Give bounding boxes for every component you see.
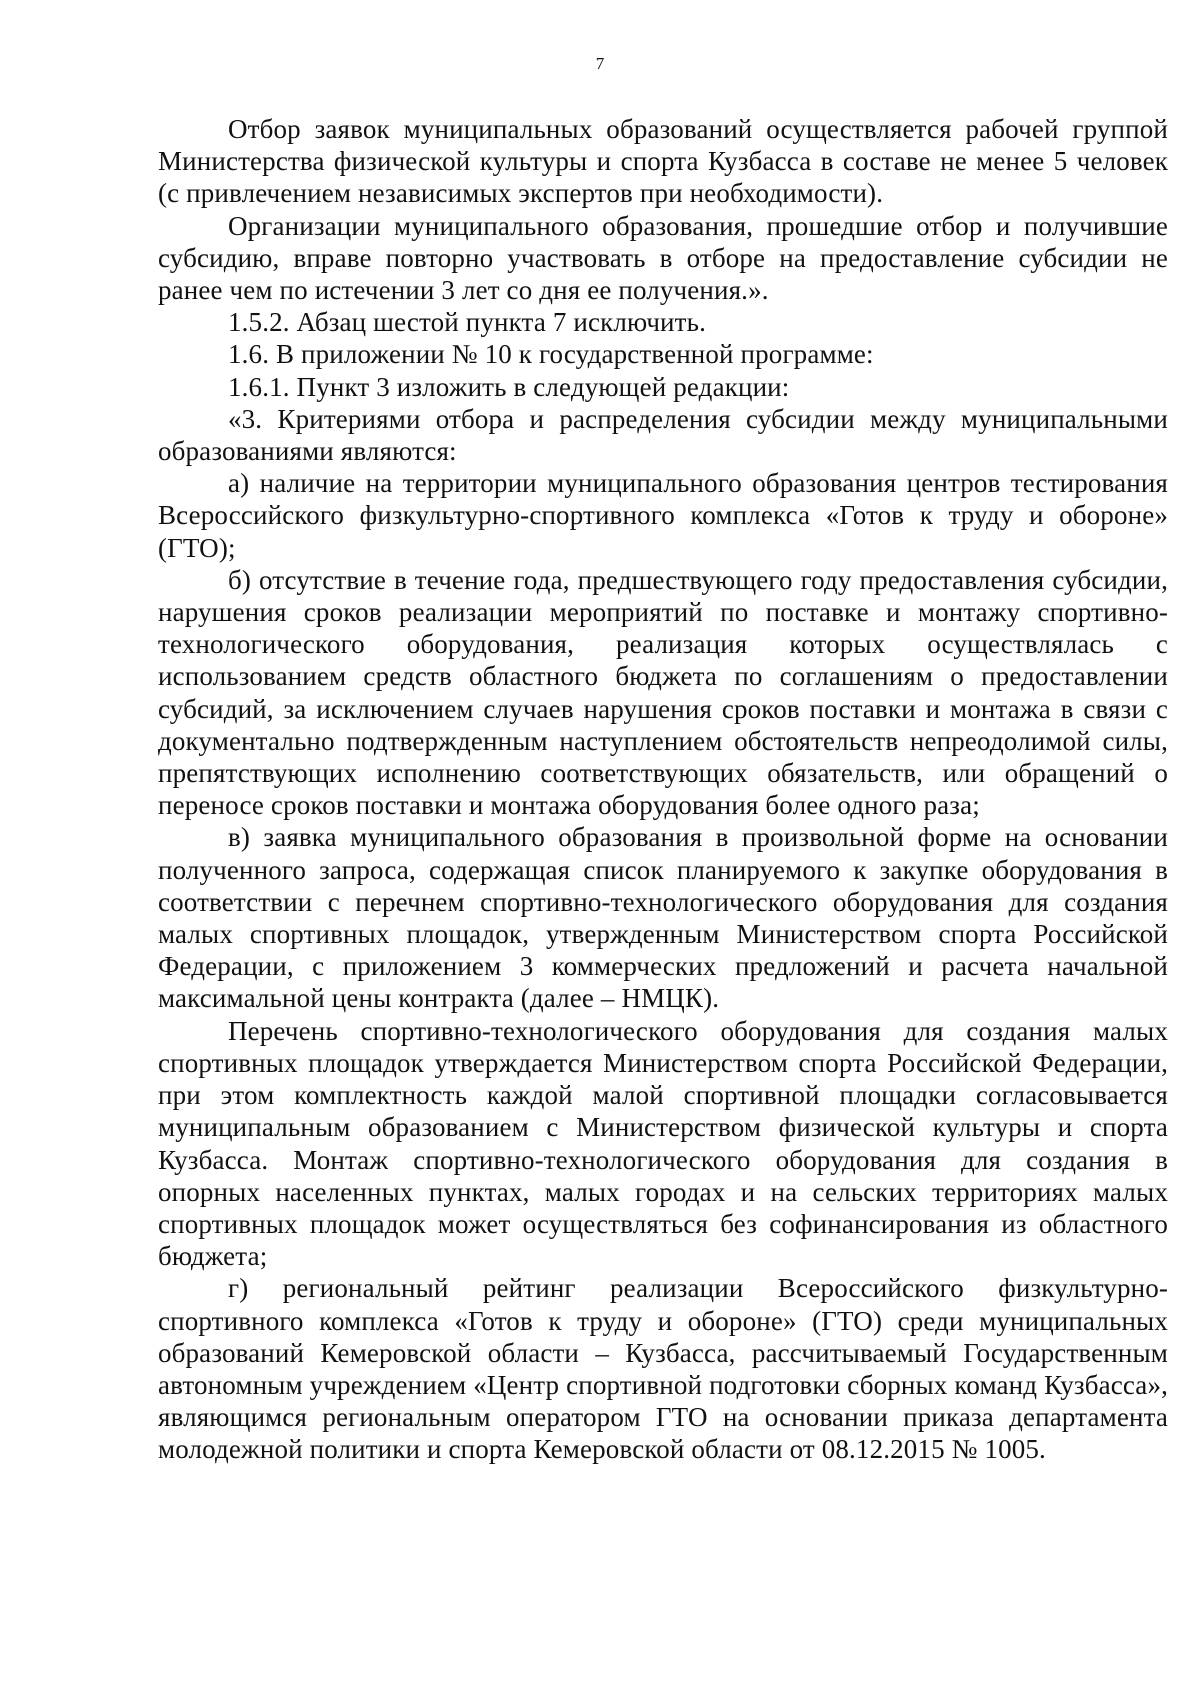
paragraph-repeat-participation: Организации муниципального образования, прошедшие отбор и получившие субсидию, вправе повторно участвовать в отборе на предоставление субсидии не ранее чем по истечении 3 лет со дня ее получения.». [158, 210, 1168, 306]
paragraph-item-1-6: 1.6. В приложении № 10 к государственной программе: [228, 339, 874, 370]
paragraph-criteria-intro: «3. Критериями отбора и распределения субсидии между муниципальными образованиями являются: [158, 403, 1168, 467]
paragraph-item-1-5-2: 1.5.2. Абзац шестой пункта 7 исключить. [228, 307, 706, 338]
paragraph-equipment-list: Перечень спортивно-технологического оборудования для создания малых спортивных площадок утверждается Министерством спорта Российской Федерации, при этом комплектность каждой малой спортивной площадки согласовывается муниципальным образованием с Министерством физической культуры и спорта Кузбасса. Монтаж спортивно-технологического оборудования для создания в опорных населенных пунктах, малых городах и на сельских территориях малых спортивных площадок может осуществляться без софинансирования из областного бюджета; [158, 1015, 1168, 1272]
paragraph-criterion-v: в) заявка муниципального образования в произвольной форме на основании полученного запроса, содержащая список планируемого к закупке оборудования в соответствии с перечнем спортивно-технологического оборудования для создания малых спортивных площадок, утвержденным Министерством спорта Российской Федерации, с приложением 3 коммерческих предложений и расчета начальной максимальной цены контракта (далее – НМЦК). [158, 822, 1168, 1014]
paragraph-selection-commission: Отбор заявок муниципальных образований осуществляется рабочей группой Министерства физической культуры и спорта Кузбасса в составе не менее 5 человек (с привлечением независимых экспертов при необходимости). [158, 114, 1168, 209]
paragraph-criterion-g: г) региональный рейтинг реализации Всероссийского физкультурно-спортивного комплекса «Готов к труду и обороне» (ГТО) среди муниципальных образований Кемеровской области – Кузбасса, рассчитываемый Государственным автономным учреждением «Центр спортивной подготовки сборных команд Кузбасса», являющимся региональным оператором ГТО на основании приказа департамента молодежной политики и спорта Кемеровской области от 08.12.2015 № 1005. [158, 1273, 1168, 1465]
paragraph-item-1-6-1: 1.6.1. Пункт 3 изложить в следующей редакции: [228, 371, 790, 402]
paragraph-criterion-a: а) наличие на территории муниципального образования центров тестирования Всероссийского физкультурно-спортивного комплекса «Готов к труду и обороне» (ГТО); [158, 468, 1168, 563]
page-number: 7 [595, 54, 605, 73]
paragraph-criterion-b: б) отсутствие в течение года, предшествующего году предоставления субсидии, нарушения сроков реализации мероприятий по поставке и монтажу спортивно-технологического оборудования, реализация которых осуществлялась с использованием средств областного бюджета по соглашениям о предоставлении субсидий, за исключением случаев нарушения сроков поставки и монтажа в связи с документально подтвержденным наступлением обстоятельств непреодолимой силы, препятствующих исполнению соответствующих обязательств, или обращений о переносе сроков поставки и монтажа оборудования более одного раза; [158, 564, 1168, 821]
document-body [158, 113, 1168, 1466]
